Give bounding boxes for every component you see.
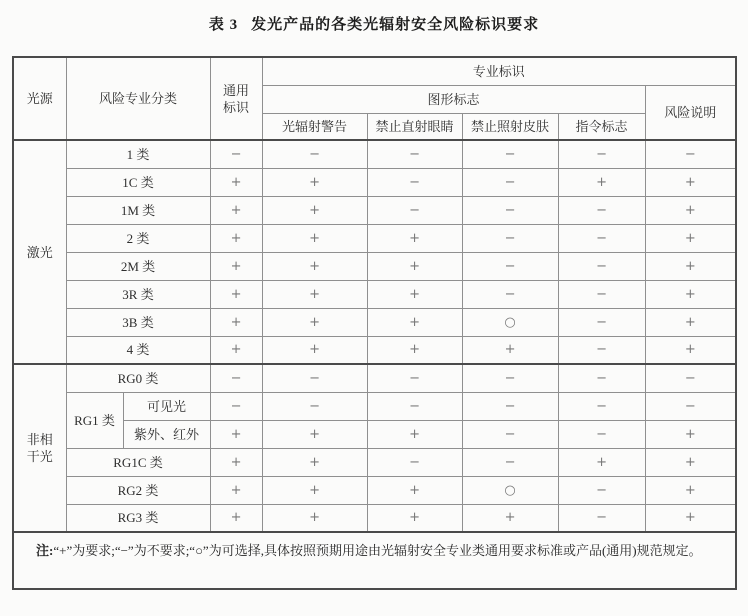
value-cell: + [367, 252, 462, 280]
row-label: RG2 类 [66, 476, 210, 504]
row-label: 3B 类 [66, 308, 210, 336]
row-label: RG3 类 [66, 504, 210, 532]
value-cell: ○ [462, 476, 558, 504]
value-cell: + [262, 196, 367, 224]
table-row [13, 448, 736, 476]
value-cell: − [367, 448, 462, 476]
value-cell: + [645, 168, 736, 196]
header-graphic-symbols: 图形标志 [262, 85, 645, 113]
value-cell: − [462, 224, 558, 252]
note-text: “+”为要求;“−”为不要求;“○”为可选择,具体按照预期用途由光辐射安全专业类通用要求标准或产品(通用)规范规定。 [53, 543, 702, 558]
value-cell: + [210, 252, 262, 280]
table-row [13, 140, 736, 168]
row-label-rg1: RG1 类 [66, 392, 123, 448]
value-cell: + [645, 224, 736, 252]
value-cell: + [367, 224, 462, 252]
note-label: 注: [36, 543, 54, 558]
value-cell: − [462, 364, 558, 392]
table-row [13, 280, 736, 308]
value-cell: − [462, 392, 558, 420]
row-label: 3R 类 [66, 280, 210, 308]
value-cell: − [462, 252, 558, 280]
header-row-1 [13, 57, 736, 85]
value-cell: + [262, 336, 367, 364]
value-cell: − [558, 140, 645, 168]
row-label: 2 类 [66, 224, 210, 252]
row-label: 1C 类 [66, 168, 210, 196]
value-cell: − [558, 504, 645, 532]
header-mandatory-sign: 指令标志 [558, 113, 645, 140]
value-cell: + [210, 308, 262, 336]
value-cell: − [558, 196, 645, 224]
value-cell: − [558, 336, 645, 364]
row-sublabel: 可见光 [123, 392, 210, 420]
value-cell: + [558, 448, 645, 476]
value-cell: − [558, 392, 645, 420]
value-cell: + [645, 420, 736, 448]
value-cell: + [262, 280, 367, 308]
row-label: 4 类 [66, 336, 210, 364]
value-cell: + [645, 504, 736, 532]
table-row [13, 476, 736, 504]
value-cell: + [645, 280, 736, 308]
value-cell: + [210, 476, 262, 504]
value-cell: − [367, 196, 462, 224]
value-cell: + [645, 448, 736, 476]
header-light-source: 光源 [13, 57, 66, 140]
value-cell: − [558, 252, 645, 280]
value-cell: − [462, 280, 558, 308]
value-cell: + [262, 308, 367, 336]
value-cell: + [210, 336, 262, 364]
note-row [13, 532, 736, 589]
value-cell: − [558, 364, 645, 392]
value-cell: + [210, 420, 262, 448]
value-cell: − [462, 196, 558, 224]
value-cell: − [558, 308, 645, 336]
row-label: RG0 类 [66, 364, 210, 392]
header-professional-marking: 专业标识 [262, 57, 736, 85]
value-cell: + [262, 224, 367, 252]
value-cell: + [210, 448, 262, 476]
value-cell: − [558, 224, 645, 252]
value-cell: − [462, 140, 558, 168]
value-cell: + [262, 476, 367, 504]
value-cell: − [262, 140, 367, 168]
value-cell: − [645, 140, 736, 168]
value-cell: + [645, 476, 736, 504]
table-title [0, 14, 748, 36]
value-cell: + [462, 504, 558, 532]
value-cell: − [645, 364, 736, 392]
table-row [13, 364, 736, 392]
value-cell: + [367, 420, 462, 448]
header-no-eye-exposure: 禁止直射眼睛 [367, 113, 462, 140]
value-cell: − [462, 448, 558, 476]
value-cell: + [367, 280, 462, 308]
value-cell: + [367, 308, 462, 336]
value-cell: + [210, 280, 262, 308]
table-note [13, 532, 736, 589]
value-cell: + [367, 504, 462, 532]
value-cell: + [645, 336, 736, 364]
table-row [13, 224, 736, 252]
value-cell: + [262, 420, 367, 448]
value-cell: − [645, 392, 736, 420]
header-risk-class: 风险专业分类 [66, 57, 210, 140]
value-cell: + [262, 448, 367, 476]
value-cell: + [210, 196, 262, 224]
table-row [13, 336, 736, 364]
value-cell: + [645, 252, 736, 280]
value-cell: − [367, 168, 462, 196]
table-number: 表 3 [208, 17, 239, 33]
value-cell: + [262, 504, 367, 532]
value-cell: − [558, 476, 645, 504]
value-cell: + [262, 252, 367, 280]
row-label: RG1C 类 [66, 448, 210, 476]
value-cell: − [367, 392, 462, 420]
value-cell: + [367, 476, 462, 504]
table-row [13, 196, 736, 224]
value-cell: − [210, 140, 262, 168]
header-general-marking [210, 57, 262, 140]
value-cell: − [262, 392, 367, 420]
header-no-skin-exposure: 禁止照射皮肤 [462, 113, 558, 140]
row-label: 1 类 [66, 140, 210, 168]
value-cell: + [367, 336, 462, 364]
value-cell: ○ [462, 308, 558, 336]
value-cell: − [367, 364, 462, 392]
value-cell: + [462, 336, 558, 364]
header-general-marking-text: 通用标识 [223, 82, 250, 115]
table-row [13, 168, 736, 196]
document-page [0, 14, 748, 616]
value-cell: − [210, 392, 262, 420]
table-row [13, 252, 736, 280]
row-sublabel: 紫外、红外 [123, 420, 210, 448]
value-cell: + [210, 224, 262, 252]
value-cell: + [210, 504, 262, 532]
risk-marking-table [12, 56, 737, 590]
value-cell: − [462, 420, 558, 448]
value-cell: + [210, 168, 262, 196]
table-row [13, 392, 736, 420]
value-cell: − [210, 364, 262, 392]
value-cell: − [367, 140, 462, 168]
value-cell: − [558, 420, 645, 448]
value-cell: + [262, 168, 367, 196]
row-label: 1M 类 [66, 196, 210, 224]
header-risk-desc: 风险说明 [645, 85, 736, 140]
value-cell: − [262, 364, 367, 392]
table-title-text: 发光产品的各类光辐射安全风险标识要求 [251, 17, 540, 33]
value-cell: − [462, 168, 558, 196]
group-label-incoherent-text: 非相干光 [26, 432, 53, 464]
table-row [13, 308, 736, 336]
row-label: 2M 类 [66, 252, 210, 280]
table-row [13, 504, 736, 532]
group-label-incoherent [13, 364, 66, 532]
value-cell: − [558, 280, 645, 308]
value-cell: + [645, 308, 736, 336]
value-cell: + [558, 168, 645, 196]
group-label-laser: 激光 [13, 140, 66, 364]
header-radiation-warning: 光辐射警告 [262, 113, 367, 140]
value-cell: + [645, 196, 736, 224]
